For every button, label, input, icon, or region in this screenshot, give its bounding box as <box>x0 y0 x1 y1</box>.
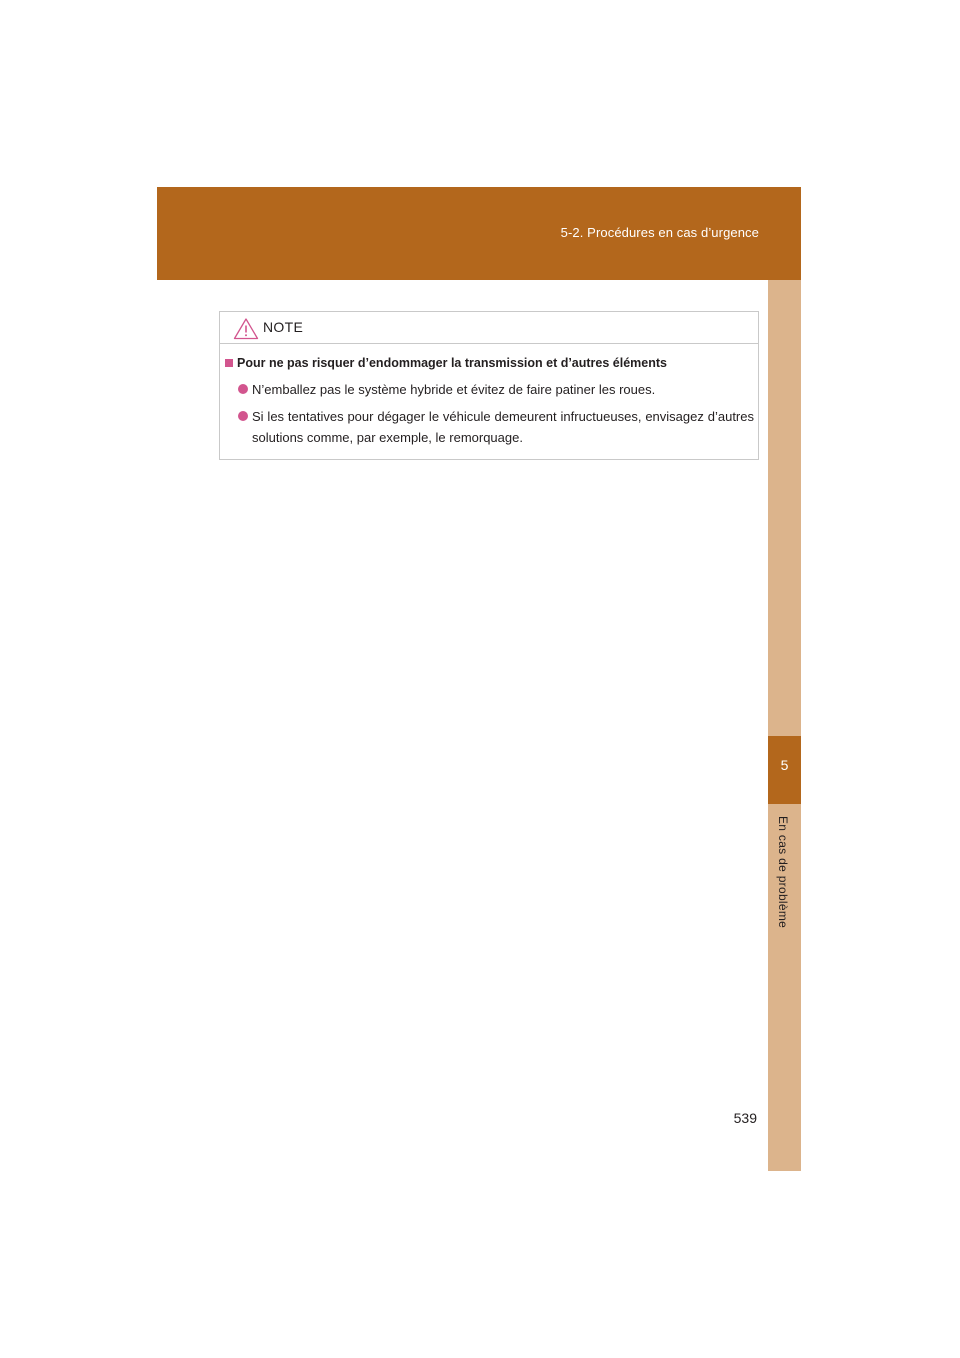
header-band <box>157 187 801 280</box>
square-bullet-icon <box>225 359 233 367</box>
note-box <box>219 311 759 460</box>
section-title: 5-2. Procédures en cas d’urgence <box>560 225 759 240</box>
note-header <box>220 312 758 344</box>
round-bullet-icon <box>238 384 248 394</box>
list-item <box>238 379 754 400</box>
warning-triangle-icon <box>233 317 259 340</box>
note-heading-text: Pour ne pas risquer d’endommager la transmission et d’autres éléments <box>237 356 667 370</box>
note-heading <box>225 356 667 370</box>
chapter-number: 5 <box>780 757 789 773</box>
chapter-label: En cas de problème <box>776 816 790 929</box>
list-item-text: N’emballez pas le système hybride et évitez de faire patiner les roues. <box>252 382 656 397</box>
page-number: 539 <box>733 1110 757 1126</box>
list-item-text: Si les tentatives pour dégager le véhicule demeurent infructueuses, envisagez d’autres solutions comme, par exemple, le remorquage. <box>252 409 754 445</box>
list-item <box>238 406 754 448</box>
side-tab <box>768 280 801 1171</box>
note-title: NOTE <box>263 319 304 335</box>
chapter-tab[interactable] <box>768 736 801 804</box>
round-bullet-icon <box>238 411 248 421</box>
